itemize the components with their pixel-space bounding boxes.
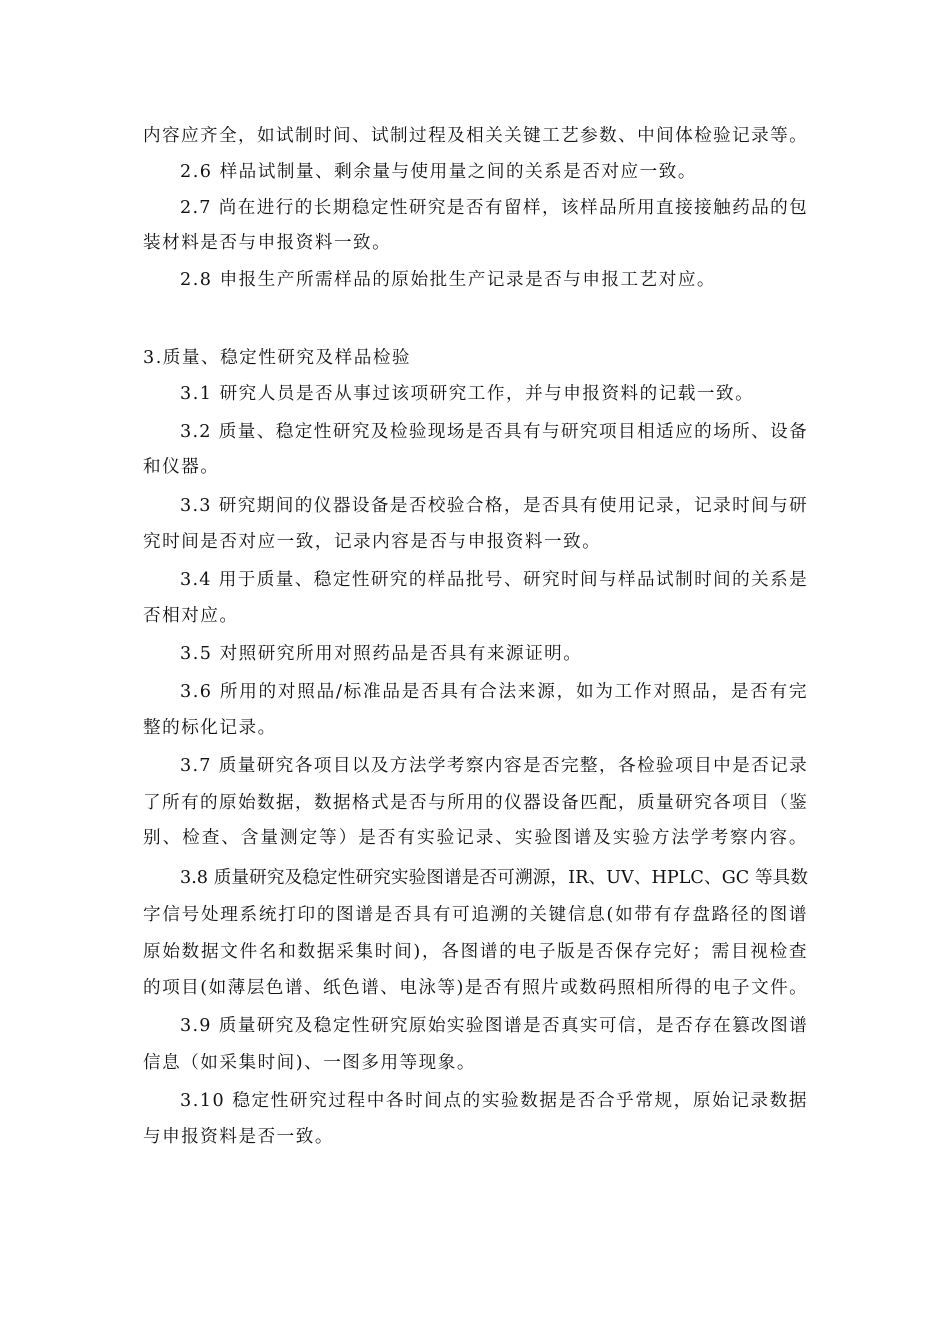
paragraph-line: 了所有的原始数据，数据格式是否与所用的仪器设备匹配，质量研究各项目（鉴 bbox=[143, 793, 808, 813]
paragraph-line: 和仪器。 bbox=[143, 457, 220, 477]
paragraph-line: 3.4 用于质量、稳定性研究的样品批号、研究时间与样品试制时间的关系是 bbox=[180, 570, 808, 590]
paragraph-line: 2.7 尚在进行的长期稳定性研究是否有留样，该样品所用直接接触药品的包 bbox=[180, 198, 808, 218]
paragraph-line: 3.10 稳定性研究过程中各时间点的实验数据是否合乎常规，原始记录数据 bbox=[180, 1091, 808, 1111]
paragraph-line: 3.6 所用的对照品/标准品是否具有合法来源，如为工作对照品，是否有完 bbox=[180, 682, 808, 702]
paragraph-line: 整的标化记录。 bbox=[143, 718, 277, 738]
paragraph-line: 究时间是否对应一致，记录内容是否与申报资料一致。 bbox=[143, 532, 602, 552]
paragraph-line: 3.9 质量研究及稳定性研究原始实验图谱是否真实可信，是否存在篡改图谱 bbox=[180, 1016, 808, 1036]
paragraph-line: 信息（如采集时间)、一图多用等现象。 bbox=[143, 1053, 476, 1073]
paragraph-line: 别、检查、含量测定等）是否有实验记录、实验图谱及实验方法学考察内容。 bbox=[143, 828, 808, 848]
paragraph-line: 3.3 研究期间的仪器设备是否校验合格，是否具有使用记录，记录时间与研 bbox=[180, 496, 808, 516]
paragraph-line: 3.8 质量研究及稳定性研究实验图谱是否可溯源，IR、UV、HPLC、GC 等具数 bbox=[180, 868, 808, 888]
paragraph-line: 字信号处理系统打印的图谱是否具有可追溯的关键信息(如带有存盘路径的图谱 bbox=[143, 905, 808, 925]
paragraph-line: 2.8 申报生产所需样品的原始批生产记录是否与申报工艺对应。 bbox=[180, 270, 717, 290]
paragraph-line: 3.7 质量研究各项目以及方法学考察内容是否完整，各检验项目中是否记录 bbox=[180, 756, 808, 776]
paragraph-line: 内容应齐全，如试制时间、试制过程及相关关键工艺参数、中间体检验记录等。 bbox=[143, 126, 808, 146]
paragraph-line: 与申报资料是否一致。 bbox=[143, 1127, 334, 1147]
paragraph-line: 3.1 研究人员是否从事过该项研究工作，并与申报资料的记载一致。 bbox=[180, 384, 755, 404]
section-heading: 3.质量、稳定性研究及样品检验 bbox=[143, 348, 412, 368]
paragraph-line: 3.2 质量、稳定性研究及检验现场是否具有与研究项目相适应的场所、设备 bbox=[180, 422, 808, 442]
paragraph-line: 装材料是否与申报资料一致。 bbox=[143, 233, 392, 253]
paragraph-line: 原始数据文件名和数据采集时间)，各图谱的电子版是否保存完好；需目视检查 bbox=[143, 942, 808, 962]
paragraph-line: 3.5 对照研究所用对照药品是否具有来源证明。 bbox=[180, 644, 583, 664]
paragraph-line: 否相对应。 bbox=[143, 606, 239, 626]
paragraph-line: 2.6 样品试制量、剩余量与使用量之间的关系是否对应一致。 bbox=[180, 162, 697, 182]
paragraph-line: 的项目(如薄层色谱、纸色谱、电泳等)是否有照片或数码照相所得的电子文件。 bbox=[143, 978, 808, 998]
